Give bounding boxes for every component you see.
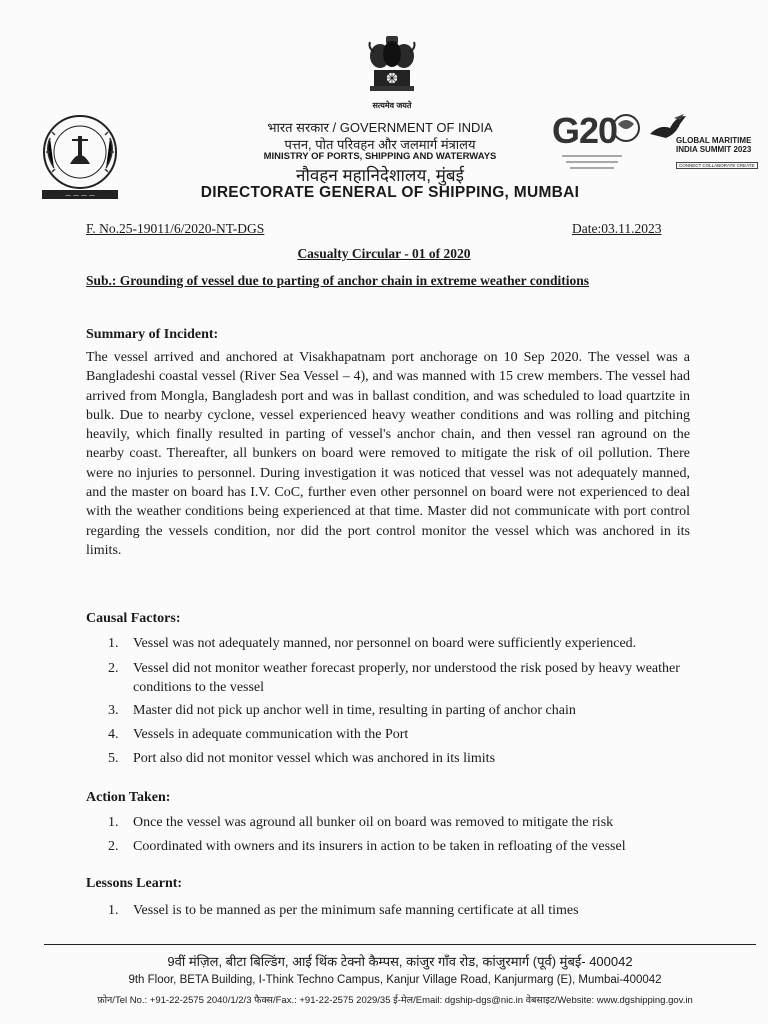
list-text: Vessel is to be manned as per the minimum safe manning certificate at all times: [133, 903, 579, 918]
header-govt-of-india: भारत सरकार / GOVERNMENT OF INDIA: [267, 120, 493, 135]
gmis-title-line1: GLOBAL MARITIME: [676, 136, 752, 145]
gmis-title-line2: INDIA SUMMIT 2023: [676, 145, 752, 154]
list-text: Master did not pick up anchor well in time, resulting in parting of anchor chain: [133, 703, 576, 718]
causal-factors-heading: Causal Factors:: [86, 611, 181, 626]
national-emblem-logo: [360, 34, 424, 114]
header-ministry-hindi: पत्तन, पोत परिवहन और जलमार्ग मंत्रालय: [284, 137, 476, 152]
g20-text: G20: [552, 110, 618, 151]
action-taken-heading: Action Taken:: [86, 790, 171, 805]
header-directorate-english: DIRECTORATE GENERAL OF SHIPPING, MUMBAI: [200, 184, 580, 201]
summary-paragraph: The vessel arrived and anchored at Visakhapatnam port anchorage on 10 Sep 2020. The vessel was a Bangladeshi coastal vessel (River Sea Vessel – 4), and was manned with 15 crew members. The vessel had arrived from Mongla, Bangladesh port and was in ballast condition, and was scheduled to load quartzite in bulk. Due to nearby cyclone, vessel experienced heavy weather conditions and was rolling and pitching heavily, which finally resulted in parting of vessel's anchor chain, and then vessel ran aground on the nearby coast. Thereafter, all bunkers on board were removed to mitigate the risk of oil pollution. There were no injuries to personnel. During investigation it was noticed that vessel was not adequately manned, and the master on board has I.V. CoC, further even other personnel on board were not experienced to deal with the weather conditions being experienced at that time. Master did not communicate with port control regarding the vessels condition, nor did the port control monitor the vessel which was anchored in its limits.: [86, 350, 690, 558]
list-number: 1.: [108, 815, 119, 830]
footer-divider: [44, 944, 756, 945]
circular-title: Casualty Circular - 01 of 2020: [297, 246, 471, 261]
list-number: 1.: [108, 903, 119, 918]
file-number: F. No.25-19011/6/2020-NT-DGS: [86, 221, 265, 236]
dgs-seal-logo: [30, 108, 130, 208]
svg-text:— — — —: — — — —: [65, 192, 95, 199]
lessons-learnt-heading: Lessons Learnt:: [86, 876, 183, 891]
gmis-logo: [648, 112, 758, 172]
list-text: Port also did not monitor vessel which was anchored in its limits: [133, 751, 496, 766]
list-number: 1.: [108, 636, 119, 651]
footer-address-hindi: 9वीं मंज़िल, बीटा बिल्डिंग, आई थिंक टेक्नो कैम्पस, कांजुर गाँव रोड, कांजुरमार्ग (पूर्व) मुंबई- 400042: [167, 954, 633, 969]
gmis-tagline: CONNECT COLLABORATE CREATE: [676, 162, 758, 169]
list-number: 3.: [108, 703, 119, 718]
circular-date: Date:03.11.2023: [572, 221, 662, 236]
list-number: 2.: [108, 839, 119, 854]
circular-subject: Sub.: Grounding of vessel due to parting of anchor chain in extreme weather conditions: [86, 273, 590, 288]
list-text: Once the vessel was aground all bunker oil on board was removed to mitigate the risk: [133, 815, 614, 830]
footer-contact: फ़ोन/Tel No.: +91-22-2575 2040/1/2/3 फैक्स/Fax.: +91-22-2575 2029/35 ई-मेल/Email: dgship-dgs@nic.in वेबसाइट/Website: www.dgshipping.gov.in: [97, 995, 693, 1006]
list-number: 2.: [108, 661, 119, 676]
list-number: 5.: [108, 751, 119, 766]
summary-heading: Summary of Incident:: [86, 327, 219, 342]
list-text: Vessels in adequate communication with the Port: [133, 727, 409, 742]
list-text: Coordinated with owners and its insurers in action to be taken in refloating of the vessel: [133, 839, 626, 854]
header-ministry-english: MINISTRY OF PORTS, SHIPPING AND WATERWAYS: [263, 151, 497, 162]
list-text: Vessel did not monitor weather forecast properly, nor understood the risk posed by heavy weather conditions to the vessel: [133, 661, 680, 695]
g20-logo: [548, 110, 644, 174]
emblem-motto: सत्यमेव जयते: [372, 101, 412, 110]
header-directorate-hindi: नौवहन महानिदेशालय, मुंबई: [296, 166, 464, 185]
list-text: Vessel was not adequately manned, nor personnel on board were sufficiently experienced.: [133, 636, 637, 651]
footer-address-english: 9th Floor, BETA Building, I-Think Techno Campus, Kanjur Village Road, Kanjurmarg (E), Mumbai-400042: [128, 974, 662, 986]
list-number: 4.: [108, 727, 119, 742]
